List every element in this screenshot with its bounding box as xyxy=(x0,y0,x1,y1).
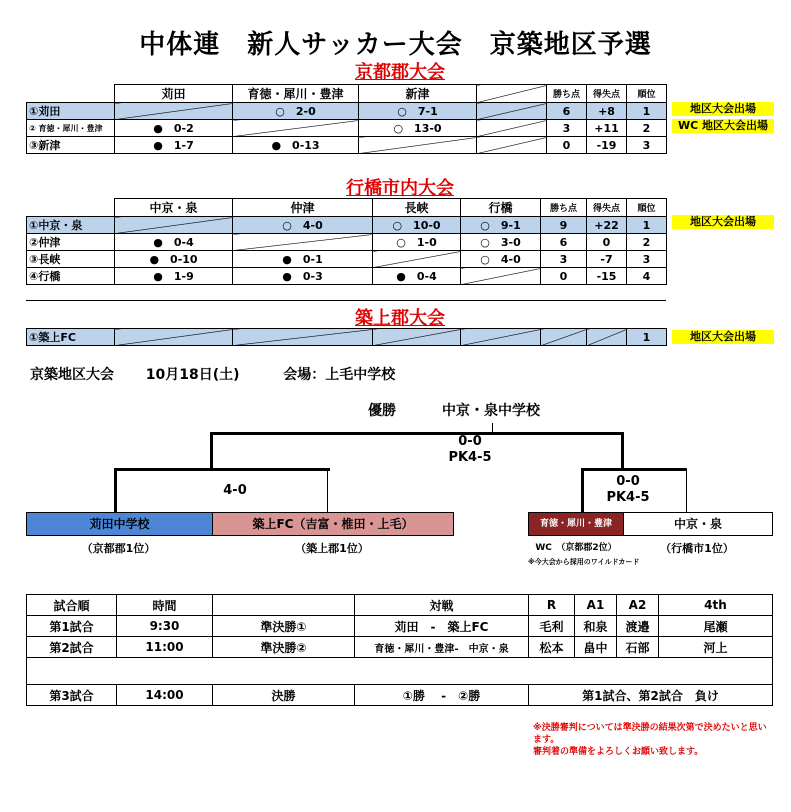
yukuhashi-header-4: 行橋 xyxy=(461,199,541,217)
kyoto-section-title: 京都郡大会 xyxy=(355,62,445,83)
assistant-2: 石部 xyxy=(617,637,659,658)
result-cell: ● 0-4 xyxy=(373,268,461,285)
result-cell: ● 1-9 xyxy=(115,268,233,285)
points-cell: 6 xyxy=(541,234,587,251)
bracket-line xyxy=(210,432,213,470)
diff-cell: +22 xyxy=(587,217,627,234)
bracket-line xyxy=(114,468,117,512)
table-row xyxy=(27,103,667,120)
match-round: 決勝 xyxy=(213,685,355,706)
team-sub-label: （京都郡1位） xyxy=(81,542,156,555)
page-title: 中体連 新人サッカー大会 京築地区予選 xyxy=(139,30,652,60)
final-referees: 第1試合、第2試合 負け xyxy=(529,685,773,706)
final-pk: PK4-5 xyxy=(448,450,492,465)
yukuhashi-header-1: 中京・泉 xyxy=(115,199,233,217)
schedule-table xyxy=(26,594,773,706)
chikujo-league-table xyxy=(26,328,667,346)
table-row xyxy=(27,251,667,268)
bracket-line xyxy=(327,468,328,512)
chikujo-section-title: 築上郡大会 xyxy=(355,308,445,329)
team-sub-label: WC （京都郡2位） xyxy=(535,543,617,553)
kyoto-header-1: 苅田 xyxy=(115,85,233,103)
header-round xyxy=(213,595,355,616)
table-row xyxy=(27,329,667,346)
header-referee: R xyxy=(529,595,575,616)
diagonal-cell xyxy=(541,329,587,346)
diagonal-cell xyxy=(461,329,541,346)
kyoto-league-table xyxy=(26,84,667,154)
match-teams: 育徳・犀川・豊津- 中京・泉 xyxy=(355,637,529,658)
event-info xyxy=(30,364,395,384)
points-cell: 9 xyxy=(541,217,587,234)
kyoto-rank-header: 順位 xyxy=(627,85,667,103)
match-order: 第2試合 xyxy=(27,637,117,658)
result-cell: ○ 2-0 xyxy=(233,103,359,120)
fourth-official: 尾瀬 xyxy=(659,616,773,637)
yukuhashi-qualify-label: 地区大会出場 xyxy=(672,215,774,229)
header-4th: 4th xyxy=(659,595,773,616)
referee: 毛利 xyxy=(529,616,575,637)
bracket-team-kanda: 苅田中学校 xyxy=(26,512,213,536)
rank-cell: 4 xyxy=(627,268,667,285)
yukuhashi-section-title: 行橋市内大会 xyxy=(346,178,454,199)
bracket-team-chikujo: 築上FC（吉富・椎田・上毛） xyxy=(212,512,454,536)
result-cell: ○ 10-0 xyxy=(373,217,461,234)
table-row xyxy=(27,234,667,251)
diagonal-cell xyxy=(477,85,547,103)
yukuhashi-header-2: 仲津 xyxy=(233,199,373,217)
chikujo-qualify-label: 地区大会出場 xyxy=(672,330,774,344)
points-cell: 3 xyxy=(541,251,587,268)
table-row xyxy=(27,637,773,658)
header-time: 時間 xyxy=(117,595,213,616)
diagonal-cell xyxy=(359,137,477,154)
yukuhashi-pts-header: 勝ち点 xyxy=(541,199,587,217)
diagonal-cell xyxy=(115,217,233,234)
bracket-line xyxy=(621,432,624,470)
yukuhashi-league-table xyxy=(26,198,667,285)
divider xyxy=(26,300,666,301)
result-cell: ● 0-4 xyxy=(115,234,233,251)
kyoto-header-3: 新津 xyxy=(359,85,477,103)
result-cell: ○ 3-0 xyxy=(461,234,541,251)
table-row xyxy=(27,685,773,706)
kyoto-diff-header: 得失点 xyxy=(587,85,627,103)
match-teams: ①勝 - ②勝 xyxy=(355,685,529,706)
team-name: ①苅田 xyxy=(27,103,115,120)
result-cell: ○ 9-1 xyxy=(461,217,541,234)
semi2-score: 0-0 xyxy=(616,474,640,489)
rank-cell: 1 xyxy=(627,217,667,234)
winner-label: 優勝 xyxy=(368,403,396,419)
result-cell: ● 1-7 xyxy=(115,137,233,154)
result-cell: ○ 1-0 xyxy=(373,234,461,251)
referee-note: ※決勝審判については準決勝の結果次第で決めたいと思います。 xyxy=(533,723,767,745)
bracket-team-chukyo: 中京・泉 xyxy=(623,512,773,536)
diff-cell: -7 xyxy=(587,251,627,268)
yukuhashi-rank-header: 順位 xyxy=(627,199,667,217)
table-row xyxy=(27,268,667,285)
diagonal-cell xyxy=(477,137,547,154)
table-row xyxy=(27,137,667,154)
result-cell: ● 0-3 xyxy=(233,268,373,285)
match-time: 9:30 xyxy=(117,616,213,637)
diagonal-cell xyxy=(233,329,373,346)
diff-cell: +8 xyxy=(587,103,627,120)
match-round: 準決勝① xyxy=(213,616,355,637)
wildcard-note: ※今大会から採用のワイルドカード xyxy=(528,558,640,566)
winner-team: 中京・泉中学校 xyxy=(442,403,540,419)
kyoto-header-2: 育徳・犀川・豊津 xyxy=(233,85,359,103)
referee-note-2: 審判着の準備をよろしくお願い致します。 xyxy=(533,747,704,757)
table-row xyxy=(27,217,667,234)
rank-cell: 1 xyxy=(627,103,667,120)
referee: 松本 xyxy=(529,637,575,658)
semi1-score: 4-0 xyxy=(223,483,247,498)
diagonal-cell xyxy=(477,120,547,137)
match-time: 11:00 xyxy=(117,637,213,658)
diff-cell: 0 xyxy=(587,234,627,251)
semi2-pk: PK4-5 xyxy=(606,490,650,505)
points-cell: 3 xyxy=(547,120,587,137)
kyoto-pts-header: 勝ち点 xyxy=(547,85,587,103)
yukuhashi-header-3: 長峡 xyxy=(373,199,461,217)
result-cell: ○ 13-0 xyxy=(359,120,477,137)
match-time: 14:00 xyxy=(117,685,213,706)
diagonal-cell xyxy=(115,103,233,120)
final-score: 0-0 xyxy=(458,434,482,449)
rank-cell: 2 xyxy=(627,234,667,251)
points-cell: 6 xyxy=(547,103,587,120)
points-cell: 0 xyxy=(547,137,587,154)
bracket-line xyxy=(686,468,687,512)
bracket-line xyxy=(581,468,584,512)
diagonal-cell xyxy=(461,268,541,285)
bracket-team-ikutoku: 育徳・犀川・豊津 xyxy=(528,512,624,536)
assistant-2: 渡邉 xyxy=(617,616,659,637)
result-cell: ● 0-10 xyxy=(115,251,233,268)
table-row xyxy=(27,616,773,637)
bracket-line xyxy=(210,432,624,435)
diagonal-cell xyxy=(587,329,627,346)
team-sub-label: （行橋市1位） xyxy=(660,542,734,555)
bracket-line xyxy=(581,468,687,471)
header-a2: A2 xyxy=(617,595,659,616)
kyoto-qualify-label-2: WC 地区大会出場 xyxy=(672,119,774,133)
result-cell: ○ 4-0 xyxy=(233,217,373,234)
points-cell: 0 xyxy=(541,268,587,285)
table-row xyxy=(27,120,667,137)
result-cell: ○ 4-0 xyxy=(461,251,541,268)
event-name: 京築地区大会 xyxy=(30,367,114,383)
rank-cell: 3 xyxy=(627,251,667,268)
match-teams: 苅田 - 築上FC xyxy=(355,616,529,637)
team-name: ② 育徳・犀川・豊津 xyxy=(27,120,115,137)
rank-cell: 1 xyxy=(627,329,667,346)
rank-cell: 3 xyxy=(627,137,667,154)
header-a1: A1 xyxy=(575,595,617,616)
diagonal-cell xyxy=(373,329,461,346)
team-name: ④行橋 xyxy=(27,268,115,285)
match-order: 第3試合 xyxy=(27,685,117,706)
match-round: 準決勝② xyxy=(213,637,355,658)
diff-cell: -15 xyxy=(587,268,627,285)
yukuhashi-header-row xyxy=(27,199,667,217)
diff-cell: +11 xyxy=(587,120,627,137)
kyoto-qualify-label-1: 地区大会出場 xyxy=(672,102,774,116)
team-name: ①築上FC xyxy=(27,329,115,346)
diagonal-cell xyxy=(477,103,547,120)
team-name: ③長峡 xyxy=(27,251,115,268)
yukuhashi-diff-header: 得失点 xyxy=(587,199,627,217)
diff-cell: -19 xyxy=(587,137,627,154)
diagonal-cell xyxy=(115,329,233,346)
team-sub-label: （築上郡1位） xyxy=(295,542,369,555)
header-match: 対戦 xyxy=(355,595,529,616)
schedule-header-row xyxy=(27,595,773,616)
result-cell: ● 0-1 xyxy=(233,251,373,268)
event-venue: 会場：上毛中学校 xyxy=(283,367,396,383)
result-cell: ● 0-13 xyxy=(233,137,359,154)
table-row-empty xyxy=(27,658,773,685)
team-name: ①中京・泉 xyxy=(27,217,115,234)
diagonal-cell xyxy=(373,251,461,268)
kyoto-header-row xyxy=(27,85,667,103)
assistant-1: 畠中 xyxy=(575,637,617,658)
result-cell: ○ 7-1 xyxy=(359,103,477,120)
diagonal-cell xyxy=(233,234,373,251)
match-order: 第1試合 xyxy=(27,616,117,637)
diagonal-cell xyxy=(233,120,359,137)
rank-cell: 2 xyxy=(627,120,667,137)
fourth-official: 河上 xyxy=(659,637,773,658)
header-order: 試合順 xyxy=(27,595,117,616)
team-name: ②仲津 xyxy=(27,234,115,251)
event-date: 10月18日(土) xyxy=(145,367,240,383)
assistant-1: 和泉 xyxy=(575,616,617,637)
bracket-line xyxy=(114,468,330,471)
result-cell: ● 0-2 xyxy=(115,120,233,137)
team-name: ③新津 xyxy=(27,137,115,154)
